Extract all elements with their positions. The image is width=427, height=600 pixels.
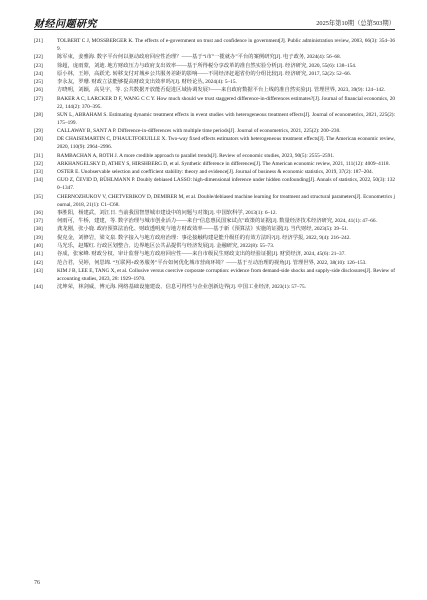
reference-number: [42] xyxy=(34,259,43,266)
reference-entry xyxy=(34,169,395,177)
reference-entry xyxy=(34,284,395,292)
reference-entry xyxy=(34,194,395,210)
reference-number: [22] xyxy=(34,54,43,61)
reference-text: OSTER E. Unobservable selection and coefficient stability: theory and evidence[J]. Journal of business & economic statistics, 2019, 37(2): 187–204. xyxy=(57,169,374,176)
reference-number: [24] xyxy=(34,70,43,77)
reference-entry xyxy=(34,79,395,87)
reference-entry xyxy=(34,128,395,136)
reference-number: [30] xyxy=(34,136,43,143)
reference-number: [41] xyxy=(34,251,43,258)
header-rule xyxy=(34,29,395,30)
reference-entry xyxy=(34,235,395,243)
reference-number: [31] xyxy=(34,152,43,159)
reference-text: CALLAWAY B, SANT A P. Difference-in-differences with multiple time periods[J]. Journal of econometrics, 2021, 225(2): 200–230. xyxy=(57,128,341,135)
reference-text: 马光乐，赵耀红. 行政区划整合、边界地区公共品提供与经济发展[J]. 金融研究, 2022(8): 55–73. xyxy=(57,243,275,250)
reference-text: 方晓明，刘颖，高昊宇，等. 公共数据开放能否促进区域协调发展?——来自政府数据平台上线的准自然实验[J]. 管理世界, 2023, 39(9): 124–142. xyxy=(57,87,386,94)
reference-text: 原小林，王婷，高跃光. 转移支付对城乡公共服务差距的影响——不同经济赶超省份的分组比较[J]. 经济研究, 2017, 52(2): 52–66. xyxy=(57,70,351,77)
reference-number: [40] xyxy=(34,243,43,250)
reference-entry xyxy=(34,243,395,251)
reference-text: 龚龙刚，张小鹿. 政府预算法治化、财政透明度与地方财政效率——基于新《预算法》实施的证据[J]. 当代财经, 2023(5): 39–51. xyxy=(57,226,349,233)
reference-text: GUO Z, ĆEVID D, BÜHLMANN P. Doubly debiased LASSO: high-dimensional inference under hidden confounding[J]. Annals of statistics, 2022, 50(3): 1320–1347. xyxy=(57,177,395,192)
reference-entry xyxy=(34,54,395,62)
reference-list xyxy=(34,38,395,292)
reference-text: TOLBERT C J, MOSSBERGER K. The effects of e-government on trust and confidence in government[J]. Public administration review, 2003, 66(3): 354–369. xyxy=(57,38,395,52)
reference-number: [33] xyxy=(34,169,43,176)
reference-entry xyxy=(34,268,395,284)
reference-text: 沈坤荣，林剑威，傅元海. 网络基础设施建设、信息可得性与企业创新边界[J]. 中国工业经济, 2023(1): 57–75. xyxy=(57,284,306,291)
reference-text: 陈军束，姜雅海. 数字平台何以驱动政府回应性治理？——基于“i市”一揽就办”平台的案例研究[J]. 电子政务, 2024(4): 56–68. xyxy=(57,54,341,61)
page-header xyxy=(34,8,395,30)
reference-text: SUN L, ABRAHAM S. Estimating dynamic treatment effects in event studies with heterogeneous treatment effects[J]. Journal of econometrics, 2021, 225(2): 175–199. xyxy=(57,111,395,126)
reference-number: [34] xyxy=(34,177,43,184)
page-number: 76 xyxy=(34,580,40,586)
reference-number: [39] xyxy=(34,234,43,241)
reference-text: 李永友，罗珊. 财政立法能够提高财政支出效率吗?[J]. 财经论丛, 2024(4): 5–15. xyxy=(57,79,237,86)
reference-entry xyxy=(34,226,395,234)
reference-entry xyxy=(34,136,395,152)
reference-number: [38] xyxy=(34,226,43,233)
journal-logo: 财经问题研究 xyxy=(34,19,97,30)
reference-entry xyxy=(34,251,395,259)
reference-entry xyxy=(34,96,395,112)
reference-entry xyxy=(34,161,395,169)
reference-text: KIM J B, LEE E, TANG X, et al. Collusive versus coercive corporate corruption: evidence from demand-side shocks and supply-side disclosures[J]. Review of accounting studies, 2023, 28: 1929–1970. xyxy=(57,267,395,282)
reference-entry xyxy=(34,87,395,95)
reference-text: 谷成，张家峰. 财政分权、审计监督与地方政府回应性——来自市级民生财政支出的经验证据[J]. 财贸经济, 2024, 45(6): 21–37. xyxy=(57,251,346,258)
reference-text: CHERNOZHUKOV V, CHETVERIKOV D, DEMIRER M, et al. Double/debiased machine learning for treatment and structural parameters[J]. Econometrics journal, 2018, 21(1): C1–C68. xyxy=(57,193,395,208)
reference-number: [27] xyxy=(34,95,43,102)
reference-text: RAMBACHAN A, ROTH J. A more credible approach to parallel trends[J]. Review of economic studies, 2023, 90(5): 2555–2591. xyxy=(57,152,335,159)
reference-number: [37] xyxy=(34,218,43,225)
reference-number: [43] xyxy=(34,267,43,274)
issue-info: 2025年第10期（总第503期） xyxy=(316,20,395,27)
reference-entry xyxy=(34,38,395,54)
reference-number: [35] xyxy=(34,193,43,200)
reference-entry xyxy=(34,218,395,226)
reference-number: [23] xyxy=(34,62,43,69)
reference-text: 何雨可，牛桥，建建，等. 数字治理与城市创业活力——来自“信息惠民国家试点”政策的证据[J]. 数量经济技术经济研究, 2024, 41(1): 47–66. xyxy=(57,218,377,225)
reference-text: BAKER A C, LARCKER D F, WANG C C Y. How much should we trust staggered difference-in-differences estimates?[J]. Journal of financial economics, 2022, 144(2): 370–395. xyxy=(57,95,395,110)
reference-number: [21] xyxy=(34,38,43,44)
reference-number: [25] xyxy=(34,79,43,86)
reference-entry xyxy=(34,177,395,193)
reference-entry xyxy=(34,210,395,218)
reference-number: [32] xyxy=(34,160,43,167)
reference-entry xyxy=(34,153,395,161)
reference-text: DE CHAISEMARTIN C, D'HAULTFOEUILLE X. Two-way fixed effects estimators with heterogeneous treatment effects[J]. The American economic review, 2020, 110(9): 2964–2996. xyxy=(57,136,395,151)
reference-text: 范合君，吴婷，何思锦. “互联网+政务服务”平台如何优化城市营商环境？——基于互动治理的视角[J]. 管理世界, 2022, 38(10): 126–153. xyxy=(57,259,367,266)
reference-text: 倪克金，刘修岩，梁文泉. 数字接入与地方政府治理：事论接触构建是能升级任的有效方法吗?[J]. 经济学报, 2022, 9(4): 216–242. xyxy=(57,234,351,241)
reference-text: ARKHANGELSKY D, ATHEY S, HIRSHBERG D, et al. Synthetic difference in differences[J]. The American economic review, 2021, 111(12): 4009–4118. xyxy=(57,160,390,167)
reference-entry xyxy=(34,112,395,128)
reference-number: [36] xyxy=(34,209,43,216)
reference-entry xyxy=(34,71,395,79)
reference-text: 徐超，庞雨蒙，刘迪. 地方财政压力与政府支出效率——基于所得税分享改革的准自然实验分析[J]. 经济研究, 2020, 55(6): 138–154. xyxy=(57,62,357,69)
reference-entry xyxy=(34,260,395,268)
reference-number: [26] xyxy=(34,87,43,94)
reference-number: [28] xyxy=(34,111,43,118)
reference-number: [29] xyxy=(34,128,43,135)
reference-text: 事胜阳，杨建武，刘江日. 当前我国智慧城市建设中的问题与对策[J]. 中国软科学, 2013(1): 6–12. xyxy=(57,209,277,216)
reference-number: [44] xyxy=(34,284,43,291)
reference-entry xyxy=(34,63,395,71)
